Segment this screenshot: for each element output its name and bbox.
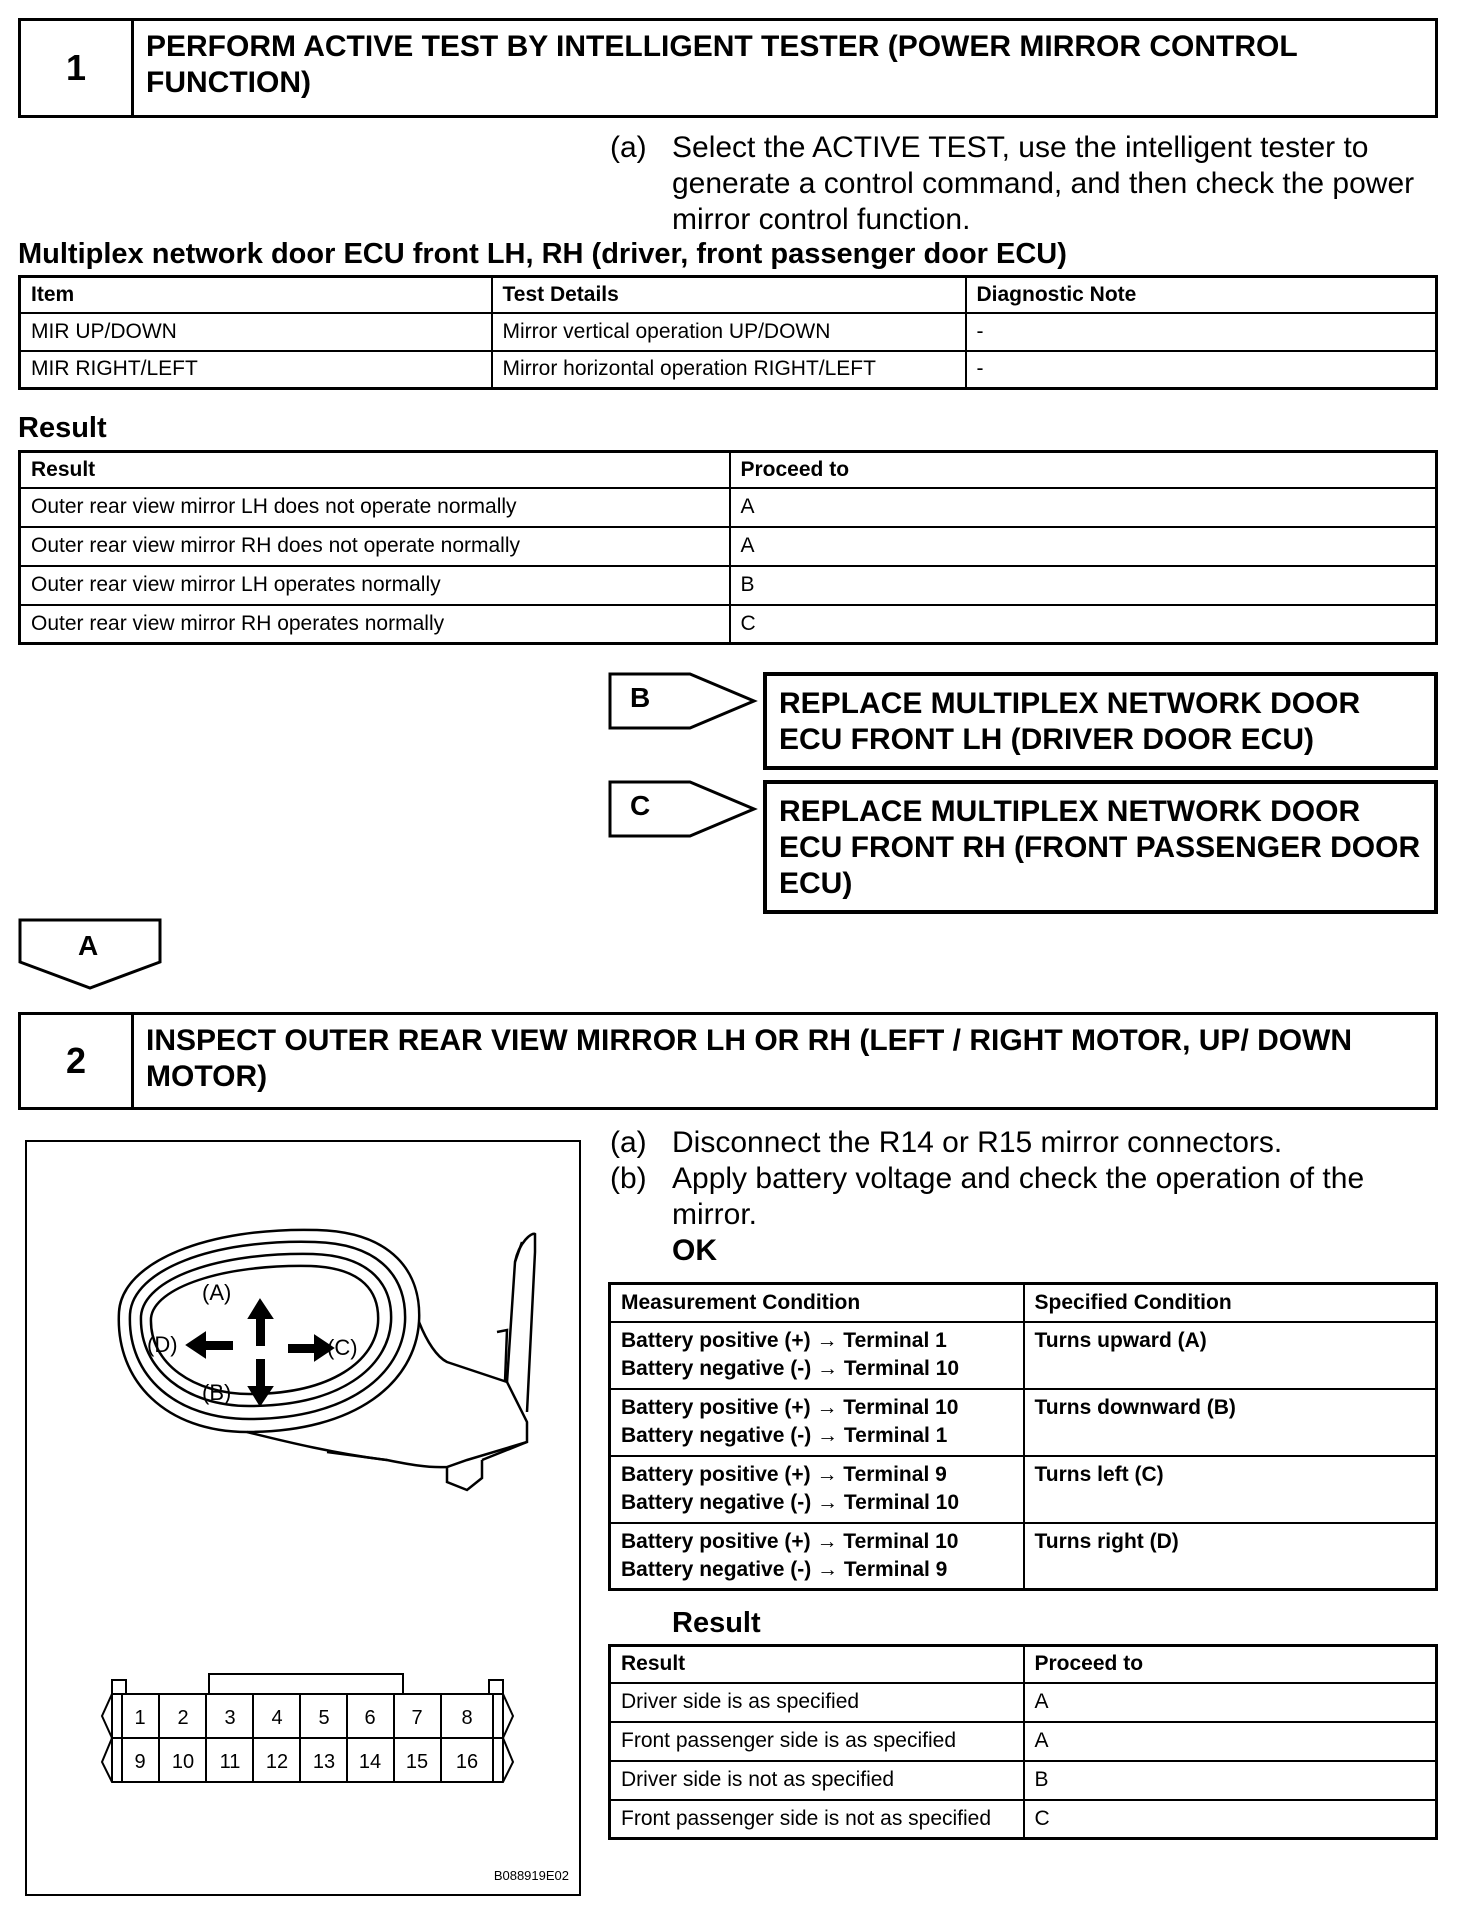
- table-cell: Mirror vertical operation UP/DOWN: [492, 313, 966, 351]
- table-row: [610, 1800, 1437, 1839]
- connector-pin: 13: [312, 1751, 336, 1773]
- table-cell: A: [1024, 1683, 1437, 1722]
- table-header: Measurement Condition: [610, 1284, 1024, 1322]
- instruction-label: (a): [610, 131, 647, 164]
- table-cell: [610, 1456, 1024, 1523]
- table-cell: B: [1024, 1761, 1437, 1800]
- connector-pin: 6: [364, 1707, 376, 1729]
- table-cell: -: [966, 351, 1437, 389]
- table-cell: Mirror horizontal operation RIGHT/LEFT: [492, 351, 966, 389]
- connector-pin: 12: [265, 1751, 289, 1773]
- table-row: [20, 351, 1437, 389]
- table-cell: A: [730, 488, 1437, 527]
- measurement-table: [608, 1282, 1438, 1591]
- continue-tag: A: [78, 930, 99, 961]
- table-header: Proceed to: [1024, 1646, 1437, 1683]
- table-cell: MIR RIGHT/LEFT: [20, 351, 492, 389]
- connector-pin: 16: [455, 1751, 479, 1773]
- branch-tag: C: [630, 790, 651, 821]
- connector-pin: 4: [271, 1707, 283, 1729]
- table-row: [610, 1456, 1437, 1523]
- mirror-illustration: [27, 1142, 579, 1894]
- table-row: [610, 1389, 1437, 1456]
- table-cell: -: [966, 313, 1437, 351]
- branch-c-arrow: [608, 780, 758, 838]
- table-cell: [610, 1389, 1024, 1456]
- instruction-label: (a): [610, 1126, 647, 1159]
- branch-b-action: REPLACE MULTIPLEX NETWORK DOOR ECU FRONT LH (DRIVER DOOR ECU): [763, 672, 1438, 770]
- direction-label-b: (B): [202, 1380, 232, 1405]
- table-cell: A: [1024, 1722, 1437, 1761]
- condition-line: Battery positive (+) → Terminal 1: [621, 1328, 947, 1352]
- table-cell: [610, 1322, 1024, 1389]
- connector-pin: 7: [411, 1707, 423, 1729]
- connector-icon: [102, 1674, 513, 1782]
- table-cell: Outer rear view mirror RH operates normally: [20, 605, 730, 644]
- connector-pin: 3: [224, 1707, 236, 1729]
- table-row: [20, 566, 1437, 605]
- connector-pin: 10: [171, 1751, 195, 1773]
- table-cell: Outer rear view mirror LH operates normally: [20, 566, 730, 605]
- table-row: [610, 1322, 1437, 1389]
- connector-pin: 5: [318, 1707, 330, 1729]
- table-cell: Outer rear view mirror RH does not operate normally: [20, 527, 730, 566]
- result-table-2: [608, 1644, 1438, 1840]
- mirror-figure: [25, 1140, 581, 1896]
- step-title: PERFORM ACTIVE TEST BY INTELLIGENT TESTER (POWER MIRROR CONTROL FUNCTION): [146, 30, 1298, 99]
- table-cell: Turns right (D): [1024, 1523, 1437, 1590]
- ok-label: OK: [672, 1234, 717, 1267]
- connector-pin: 9: [134, 1751, 146, 1773]
- condition-line: Battery negative (-) → Terminal 9: [621, 1557, 948, 1581]
- branch-c-action: REPLACE MULTIPLEX NETWORK DOOR ECU FRONT RH (FRONT PASSENGER DOOR ECU): [763, 780, 1438, 914]
- instruction-label: (b): [610, 1162, 647, 1195]
- connector-pin: 14: [358, 1751, 382, 1773]
- step-1-header: [18, 18, 1438, 118]
- condition-line: Battery negative (-) → Terminal 1: [621, 1423, 948, 1447]
- table-cell: Turns downward (B): [1024, 1389, 1437, 1456]
- table-cell: Front passenger side is not as specified: [610, 1800, 1024, 1839]
- table-row: [20, 488, 1437, 527]
- table-cell: [610, 1523, 1024, 1590]
- table-cell: B: [730, 566, 1437, 605]
- table-cell: Front passenger side is as specified: [610, 1722, 1024, 1761]
- connector-pin: 1: [134, 1707, 146, 1729]
- table-header: Diagnostic Note: [966, 277, 1437, 313]
- condition-line: Battery positive (+) → Terminal 10: [621, 1395, 959, 1419]
- table-cell: C: [730, 605, 1437, 644]
- connector-pin: 15: [405, 1751, 429, 1773]
- table-header: Result: [610, 1646, 1024, 1683]
- table-cell: A: [730, 527, 1437, 566]
- continue-a-arrow: [18, 918, 164, 992]
- branch-b-arrow: [608, 672, 758, 730]
- table-cell: Turns left (C): [1024, 1456, 1437, 1523]
- direction-label-d: (D): [147, 1332, 178, 1357]
- condition-line: Battery positive (+) → Terminal 10: [621, 1529, 959, 1553]
- table-header: Test Details: [492, 277, 966, 313]
- step-number: 2: [21, 1015, 134, 1107]
- table-row: [610, 1523, 1437, 1590]
- table-header: Proceed to: [730, 452, 1437, 488]
- table-cell: C: [1024, 1800, 1437, 1839]
- table-row: [20, 605, 1437, 644]
- active-test-table: [18, 275, 1438, 390]
- table-header: Item: [20, 277, 492, 313]
- condition-line: Battery positive (+) → Terminal 9: [621, 1462, 947, 1486]
- table-header: Result: [20, 452, 730, 488]
- direction-label-c: (C): [327, 1335, 358, 1360]
- result-heading: Result: [18, 412, 107, 444]
- table-cell: MIR UP/DOWN: [20, 313, 492, 351]
- table-cell: Outer rear view mirror LH does not operate normally: [20, 488, 730, 527]
- table-cell: Driver side is not as specified: [610, 1761, 1024, 1800]
- result-heading: Result: [672, 1607, 761, 1639]
- table-row: [610, 1683, 1437, 1722]
- instruction-text: Apply battery voltage and check the operation of the mirror.: [672, 1162, 1365, 1231]
- connector-pin: 8: [461, 1707, 473, 1729]
- table-row: [20, 527, 1437, 566]
- step-number: 1: [21, 21, 134, 115]
- figure-code: B088919E02: [493, 1868, 569, 1883]
- instruction-text: Select the ACTIVE TEST, use the intelligent tester to generate a control command, and then check the power mirror control function.: [672, 131, 1415, 236]
- table-header: Specified Condition: [1024, 1284, 1437, 1322]
- table-row: [610, 1722, 1437, 1761]
- result-table: [18, 450, 1438, 645]
- connector-pin: 11: [219, 1751, 241, 1773]
- step-2-header: [18, 1012, 1438, 1110]
- step-title: INSPECT OUTER REAR VIEW MIRROR LH OR RH (LEFT / RIGHT MOTOR, UP/ DOWN MOTOR): [146, 1024, 1353, 1093]
- table-row: [20, 313, 1437, 351]
- direction-label-a: (A): [202, 1280, 232, 1305]
- condition-line: Battery negative (-) → Terminal 10: [621, 1490, 960, 1514]
- table-cell: Turns upward (A): [1024, 1322, 1437, 1389]
- instruction-text: Disconnect the R14 or R15 mirror connectors.: [672, 1126, 1283, 1159]
- table-heading: Multiplex network door ECU front LH, RH (driver, front passenger door ECU): [18, 238, 1067, 270]
- table-cell: Driver side is as specified: [610, 1683, 1024, 1722]
- branch-tag: B: [630, 682, 651, 713]
- connector-pin: 2: [177, 1707, 189, 1729]
- table-row: [610, 1761, 1437, 1800]
- condition-line: Battery negative (-) → Terminal 10: [621, 1356, 960, 1380]
